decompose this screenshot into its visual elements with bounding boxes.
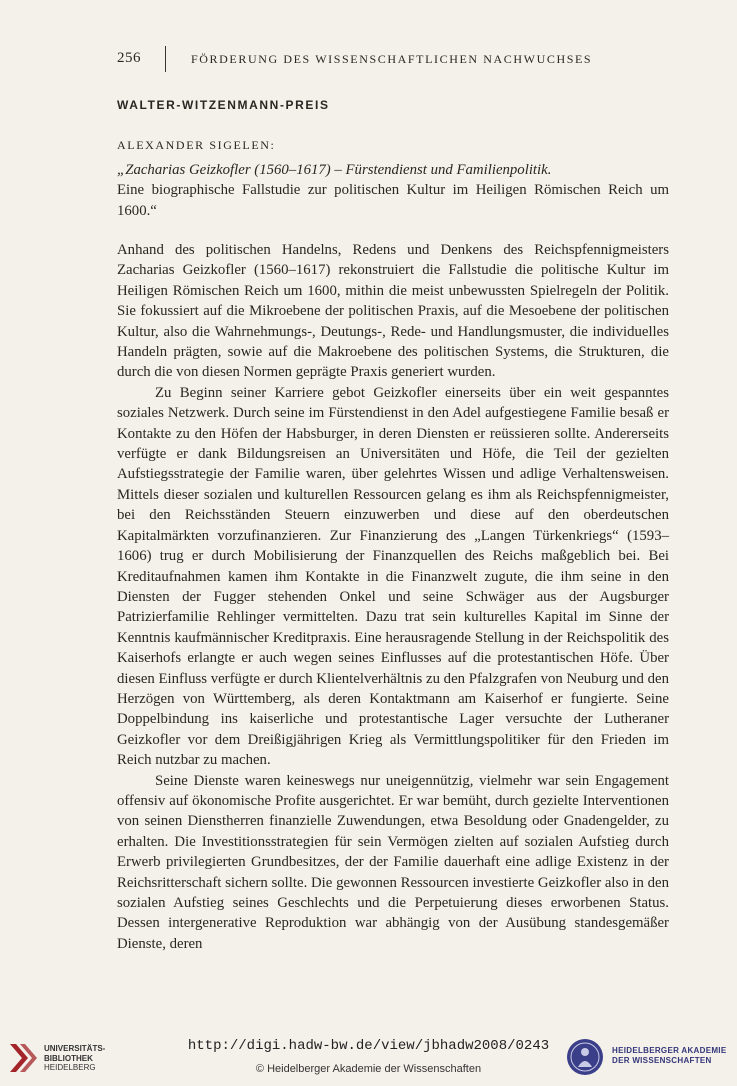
section-heading: WALTER-WITZENMANN-PREIS — [117, 98, 330, 112]
copyright: © Heidelberger Akademie der Wissenschaften — [255, 1063, 482, 1075]
author-line: ALEXANDER SIGELEN: — [117, 138, 276, 152]
work-title-italic: „Zacharias Geizkofler (1560–1617) – Fürstendienst und Familienpolitik. — [117, 162, 552, 178]
academy-name: HEIDELBERGER AKADEMIE DER WISSENSCHAFTEN — [612, 1046, 727, 1065]
work-subtitle: Eine biographische Fallstudie zur politischen Kultur im Heiligen Römischen Reich um 1600.“ — [117, 182, 669, 219]
paragraph: Anhand des politischen Handelns, Redens und Denkens des Reichspfennigmeisters Zacharias Geizkofler (1560–1617) rekonstruiert die Fallstudie die politische Kultur im Heiligen Römischen Reich um 1600, mithin die meist unbewussten Spielregeln der Politik. Sie fokussiert auf die Mikroebene der politischen Praxis, auf die Mesoebene der politischen Kultur, also die Wahrnehmungs-, Deutungs-, Rede- und Handlungsmuster, die individuelles Handeln prägten, sowie auf die Makroebene des politischen Systems, die Strukturen, die durch die von diesen Normen geprägte Praxis generiert wurden. — [117, 242, 669, 381]
header-divider — [165, 46, 166, 72]
page-number: 256 — [117, 50, 141, 66]
running-head — [117, 46, 677, 70]
body-text — [117, 240, 669, 954]
permalink[interactable]: http://digi.hadw-bw.de/view/jbhadw2008/0243 — [187, 1038, 550, 1054]
paragraph: Seine Dienste waren keineswegs nur uneigennützig, vielmehr war sein Engagement offensiv auf ökonomische Profite ausgerichtet. Er war bemüht, durch gezielte Interventionen von seinen Dienstherren finanzielle Zuwendungen, etwa Besoldung oder Gnadengelder, zu erhalten. Die Investitionsstrategien für sein Vermögen zielten auf sozialen Aufstieg durch Erwerb privilegierten Grundbesitzes, der der Familie dauerhaft eine adlige Existenz in der Reichsritterschaft sichern sollte. Die gewonnen Ressourcen investierte Geizkofler also in den sozialen Aufstieg seines Geschlechts und die Perpetuierung dieses erworbenen Status. Dessen intergenerative Reproduktion war abhängig von der Ausübung standesgemäßer Dienste, deren — [117, 772, 669, 952]
footer — [0, 1030, 737, 1086]
work-title — [117, 160, 669, 221]
academy-logo-icon — [566, 1038, 604, 1076]
paragraph: Zu Beginn seiner Karriere gebot Geizkofler einerseits über ein weit gespanntes soziales Netzwerk. Durch seine im Fürstendienst in den Adel aufgestiegene Familie besaß er Kontakte zu den Höfen der Habsburger, in deren Diensten er reüssieren sollte. Andererseits verfügte er dank Bildungsreisen an Universitäten und Höfe, die Teil der gezielten Aufstiegsstrategie der Familie waren, über gelehrtes Wissen und adlige Verhaltensweisen. Mittels dieser sozialen und kulturellen Ressourcen gelang es ihm als Reichspfennigmeister, bei den Reichsständen Steuern einzuwerben und diese auf den oberdeutschen Kapitalmärkten vorzufinanzieren. Zur Finanzierung des „Langen Türkenkriegs“ (1593–1606) trug er durch Mobilisierung der Finanzquellen des Reichs maßgeblich bei. Bei Kreditaufnahmen kamen ihm Kontakte in die Finanzwelt zugute, die ihm seine in den Diensten der Fugger stehenden Onkel und seine Schwäger aus der Augsburger Patrizierfamilie Rehlinger vermittelten. Dazu trat sein kulturelles Kapital im Sinne der Kenntnis kaufmännischer Kreditpraxis. Eine herausragende Stellung in der Reichspolitik des Kaiserhofs erlangte er auch wegen seines Einflusses auf die protestantischen Höfe. Über diesen Einfluss verfügte er durch Klientelverhältnis zu den Pfalzgrafen von Neuburg und den Herzögen von Württemberg, als deren Kontaktmann am Kaiserhof er fungierte. Seine Doppelbindung ins kaiserliche und protestantische Lager versuchte der Lutheraner Geizkofler vor dem Dreißigjährigen Krieg als Vermittlungspolitiker für den Frieden im Reich nutzbar zu machen. — [117, 384, 669, 769]
running-title: FÖRDERUNG DES WISSENSCHAFTLICHEN NACHWUCHSES — [191, 52, 593, 66]
library-name: UNIVERSITÄTS- BIBLIOTHEK HEIDELBERG — [44, 1044, 106, 1072]
